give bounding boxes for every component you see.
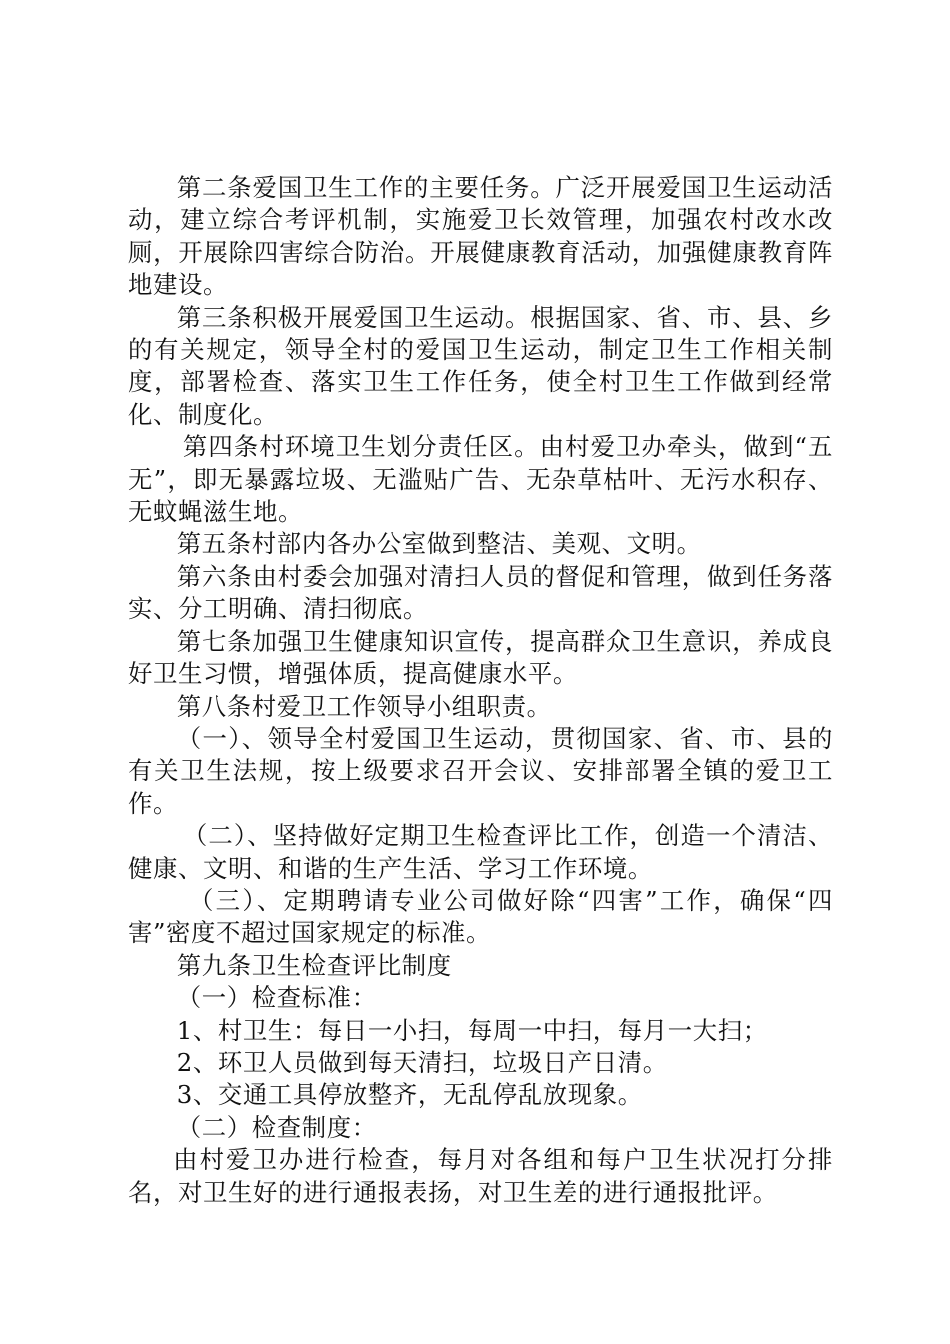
- article-8-item-1: （一）、领导全村爱国卫生运动，贯彻国家、省、市、县的有关卫生法规，按上级要求召开会议、安排部署全镇的爱卫工作。: [128, 723, 833, 818]
- article-9: 第九条卫生检查评比制度: [176, 950, 452, 980]
- standard-item-2: 2、环卫人员做到每天清扫，垃圾日产日清。: [176, 1047, 668, 1077]
- article-8-item-3: （三）、定期聘请专业公司做好除“四害”工作，确保“四害”密度不超过国家规定的标准。: [128, 885, 833, 948]
- article-8-item-2: （二）、坚持做好定期卫生检查评比工作，创造一个清洁、健康、文明、和谐的生产生活、学习工作环境。: [128, 821, 833, 883]
- check-system-text: 由村爱卫办进行检查，每月对各组和每户卫生状况打分排名，对卫生好的进行通报表扬，对卫生差的进行通报批评。: [128, 1145, 833, 1207]
- article-6: 第六条由村委会加强对清扫人员的督促和管理，做到任务落实、分工明确、清扫彻底。: [128, 561, 833, 624]
- article-2: 第二条爱国卫生工作的主要任务。广泛开展爱国卫生运动活动，建立综合考评机制，实施爱卫长效管理，加强农村改水改厕，开展除四害综合防治。开展健康教育活动，加强健康教育阵地建设。: [128, 173, 833, 300]
- document-body: [128, 172, 833, 1209]
- article-7: 第七条加强卫生健康知识宣传，提高群众卫生意识，养成良好卫生习惯，增强体质，提高健康水平。: [128, 626, 833, 689]
- standard-item-1: 1、村卫生：每日一小扫，每周一中扫，每月一大扫；: [176, 1015, 768, 1045]
- article-3: 第三条积极开展爱国卫生运动。根据国家、省、市、县、乡的有关规定，领导全村的爱国卫生运动，制定卫生工作相关制度，部署检查、落实卫生工作任务，使全村卫生工作做到经常化、制度化。: [128, 302, 833, 429]
- section-check-standard: （一）检查标准：: [176, 983, 377, 1013]
- article-4: 第四条村环境卫生划分责任区。由村爱卫办牵头，做到“五无”，即无暴露垃圾、无滥贴广告、无杂草枯叶、无污水积存、无蚊蝇滋生地。: [128, 432, 833, 527]
- standard-item-3: 3、交通工具停放整齐，无乱停乱放现象。: [176, 1080, 643, 1110]
- article-5: 第五条村部内各办公室做到整洁、美观、文明。: [176, 529, 702, 559]
- article-8: 第八条村爱卫工作领导小组职责。: [176, 691, 552, 721]
- section-check-system: （二）检查制度：: [176, 1112, 377, 1142]
